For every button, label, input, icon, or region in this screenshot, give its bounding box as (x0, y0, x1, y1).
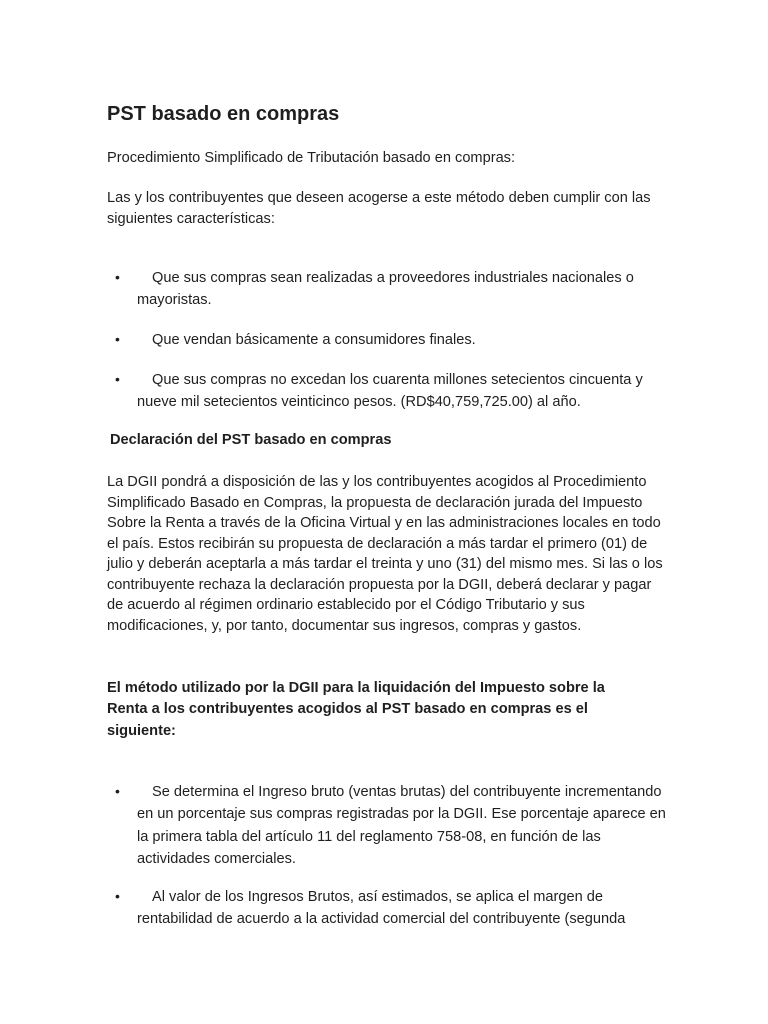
bullet-icon: • (115, 269, 120, 285)
list-item-text: Que vendan básicamente a consumidores finales. (152, 332, 476, 348)
list-item-text: Que sus compras sean realizadas a proveedores industriales nacionales o mayoristas. (137, 270, 634, 309)
intro-paragraph: Procedimiento Simplificado de Tributación basado en compras: (107, 150, 516, 166)
bullet-icon: • (115, 371, 120, 387)
list-item-text: Al valor de los Ingresos Brutos, así estimados, se aplica el margen de rentabilidad de acuerdo a la actividad comercial del contribuyente (segunda (137, 889, 626, 928)
list-item-text: Se determina el Ingreso bruto (ventas brutas) del contribuyente incrementando en un porcentaje sus compras registradas por la DGII. Ese porcentaje aparece en la primera tabla del artículo 11 del reglamento 758-08, en función de las actividades comerciales. (137, 784, 666, 867)
bullet-icon: • (115, 331, 120, 347)
bullet-icon: • (115, 888, 120, 904)
method-heading: El método utilizado por la DGII para la liquidación del Impuesto sobre la Renta a los contribuyentes acogidos al PST basado en compras es el siguiente: (107, 680, 605, 739)
declaration-paragraph: La DGII pondrá a disposición de las y los contribuyentes acogidos al Procedimiento Simplificado Basado en Compras, la propuesta de declaración jurada del Impuesto Sobre la Renta a través de la Oficina Virtual y en las administraciones locales en todo el país. Estos recibirán su propuesta de declaración a más tardar el primero (01) de julio y deberán aceptarla a más tardar el treinta y uno (31) del mismo mes. Si las o los contribuyente rechaza la declaración propuesta por la DGII, deberá declarar y pagar de acuerdo al régimen ordinario establecido por el Código Tributario y sus modificaciones, y, por tanto, documentar sus ingresos, compras y gastos. (107, 474, 663, 634)
document-title: PST basado en compras (107, 103, 340, 125)
list-item-text: Que sus compras no excedan los cuarenta millones setecientos cincuenta y nueve mil setecientos veinticinco pesos. (RD$40,759,725.00) al año. (137, 372, 643, 411)
bullet-icon: • (115, 783, 120, 799)
requirements-lead-paragraph: Las y los contribuyentes que deseen acogerse a este método deben cumplir con las siguientes características: (107, 190, 651, 227)
declaration-heading: Declaración del PST basado en compras (110, 432, 392, 448)
